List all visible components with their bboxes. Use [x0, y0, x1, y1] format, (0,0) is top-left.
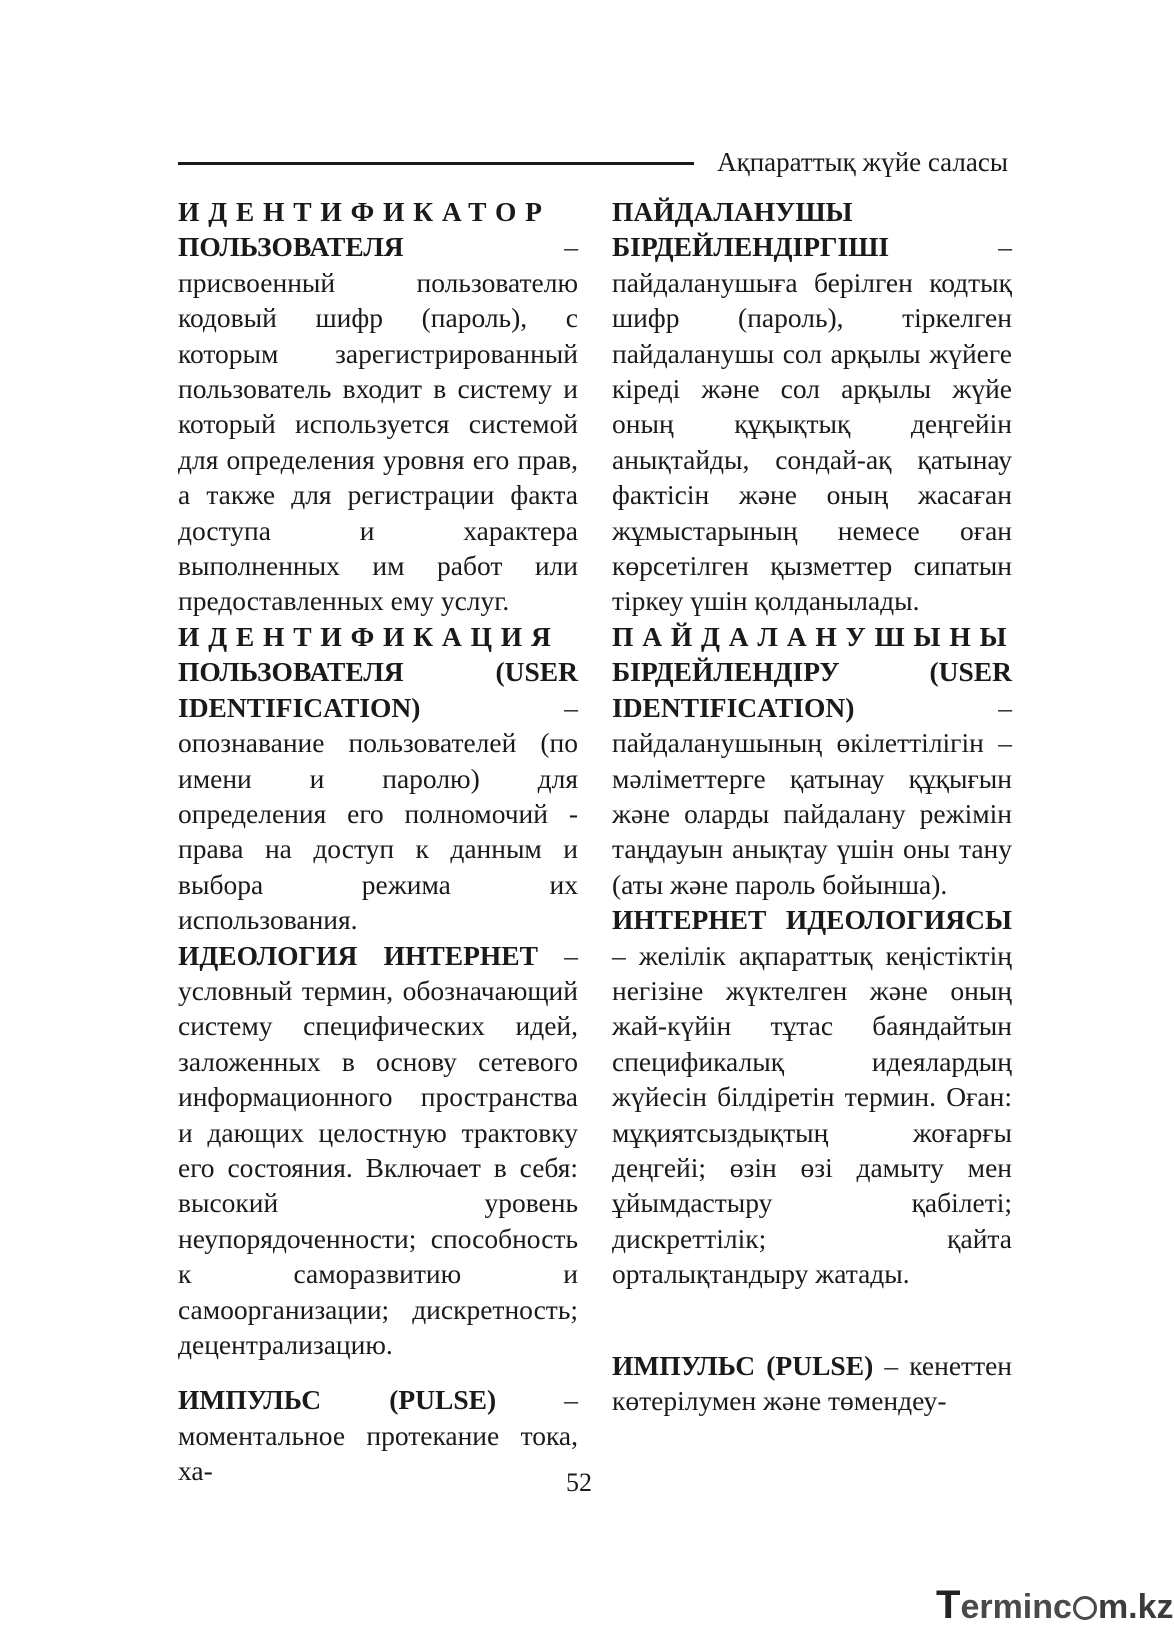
entry — [612, 619, 1016, 902]
left-column — [178, 194, 578, 1489]
entry-term: ИДЕНТИФИКАЦИЯ — [178, 620, 560, 652]
entry-term: ПАЙДАЛАНУШЫНЫ — [612, 620, 1016, 652]
page-number: 52 — [566, 1468, 592, 1497]
entry-definition: – пайдаланушының өкілеттілігін – мәліметтерге қатынау құқығын және оларды пайдалану режімін таңдауын анықтау үшін оны тану (аты және пароль бойынша). — [612, 691, 1012, 900]
entry-definition: – желілік ақпараттық кеңістіктің негізіне жүктелген және оның жай-күйін тұтас баяндайтын спецификалық идеялардың жүйесін білдіретін термин. Оған: мұқиятсыздықтың жоғарғы деңгейі; өзін өзі дамыту мен ұйымдастыру қабілеті; дискреттілік; қайта орталықтандыру жатады. — [612, 939, 1012, 1290]
entry-term-rest: ПОЛЬЗОВАТЕЛЯ (USER IDENTIFICATION) — [178, 656, 578, 723]
entry-term: ПАЙДАЛАНУШЫ БІРДЕЙЛЕНДІРГІШІ — [612, 196, 890, 263]
running-header: Ақпараттық жүйе саласы — [717, 147, 1008, 177]
right-column — [612, 194, 1016, 1418]
entry — [178, 938, 578, 1363]
header-rule — [178, 162, 694, 165]
entry-definition: – присвоенный пользователю кодовый шифр (пароль), с которым зарегистрированный пользователь входит в систему и который используется системой для определения уровня его прав, а также для регистрации факта доступа и характера выполненных им работ или предоставленных ему услуг. — [178, 231, 578, 617]
entry-definition: – моментальное протекание тока, ха- — [178, 1384, 578, 1487]
watermark-middle: erminc — [960, 1588, 1072, 1626]
entry-definition: – кенеттен көтерілумен және төмендеу- — [612, 1349, 1013, 1416]
entry-term: ИНТЕРНЕТ ИДЕОЛОГИЯСЫ — [612, 904, 1012, 936]
entry-definition: – условный термин, обозначающий систему специфических идей, заложенных в основу сетевого информационного пространства и дающих целостную трактовку его состояния. Включает в себя: высокий уровень неупорядоченности; способность к саморазвитию и самоорганизации; дискретность; децентрализацию. — [178, 939, 579, 1360]
entry-term: ИДЕНТИФИКАТОР — [178, 196, 551, 227]
entry — [178, 194, 578, 619]
entry-term: ИМПУЛЬС (PULSE) — [178, 1384, 497, 1416]
entry — [612, 902, 1012, 1291]
magnifier-icon — [1073, 1596, 1097, 1620]
entry-term-rest: БІРДЕЙЛЕНДІРУ (USER IDENTIFICATION) — [612, 656, 1012, 723]
entry-term: ИДЕОЛОГИЯ ИНТЕРНЕТ — [178, 939, 538, 971]
watermark-logo — [936, 1585, 1174, 1625]
watermark-last: m.kz — [1097, 1588, 1174, 1626]
watermark-first: T — [936, 1583, 961, 1627]
entry-definition: – пайдаланушыға берілген кодтық шифр (пароль), тіркелген пайдаланушы сол арқылы жүйеге кіреді және сол арқылы жүйе оның құқықтық деңгейін анықтайды, сондай-ақ қатынау фактісін және оның жасаған жұмыстарының немесе оған көрсетілген қызметтер сипатын тіркеу үшін қолданылады. — [612, 231, 1012, 617]
entry-definition: – опознавание пользователей (по имени и паролю) для определения его полномочий - права на доступ к данным и выбора режима их использования. — [178, 691, 578, 936]
entry — [178, 619, 578, 938]
entry — [612, 1348, 1012, 1419]
entry-term-rest: ПОЛЬЗОВАТЕЛЯ — [178, 231, 404, 263]
entry-term: ИМПУЛЬС (PULSE) — [612, 1349, 874, 1381]
entry — [612, 194, 1012, 619]
